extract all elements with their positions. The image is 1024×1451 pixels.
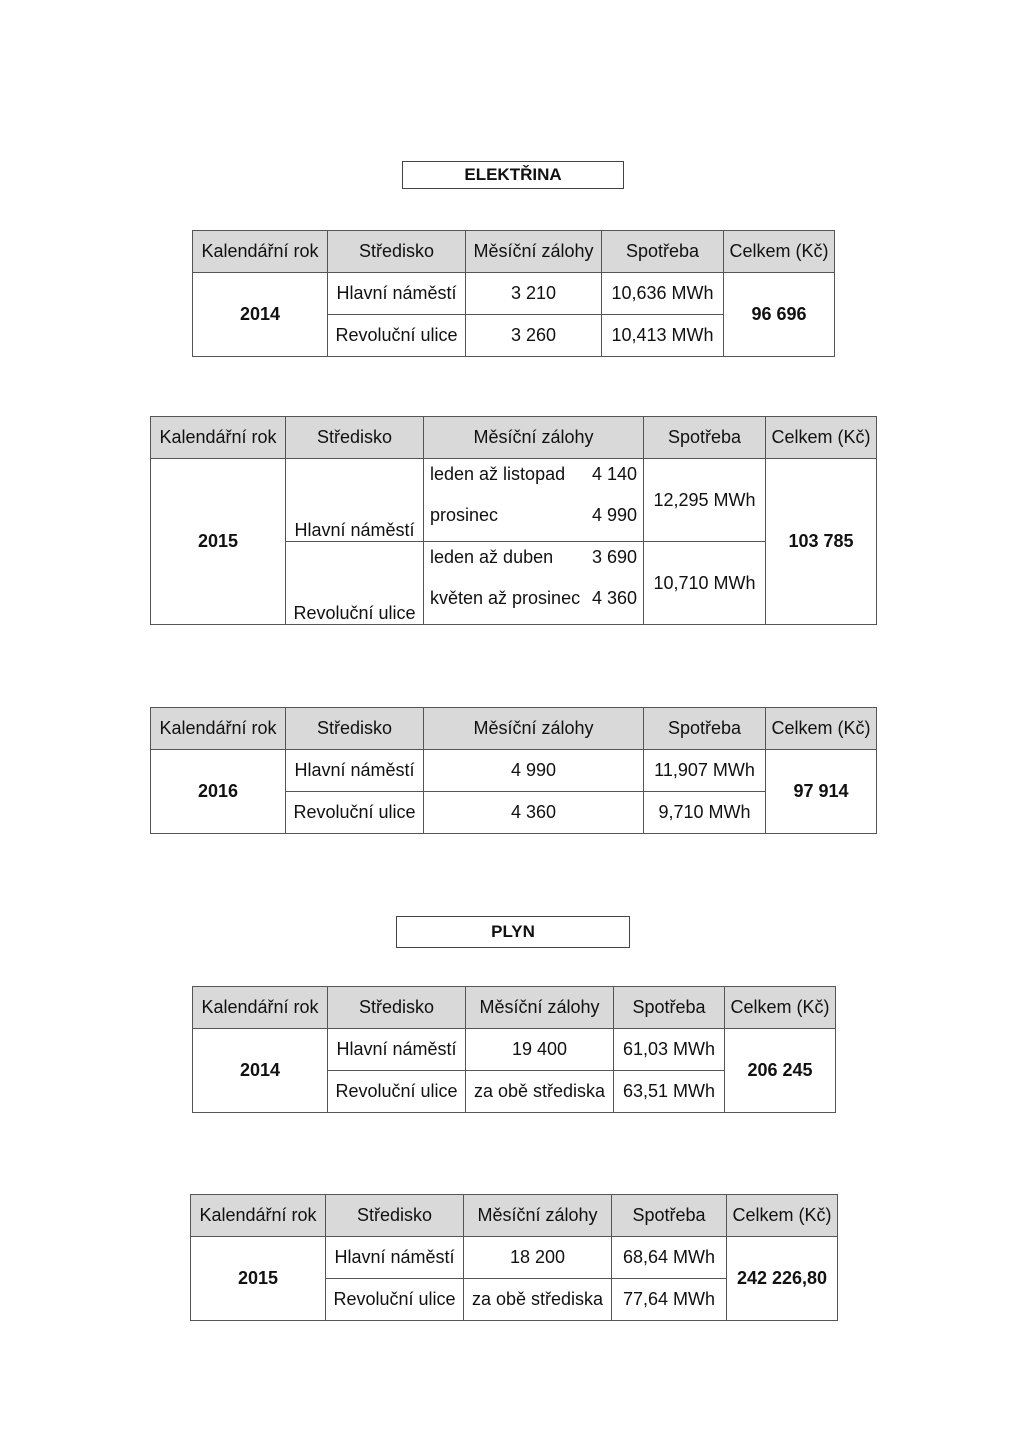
header-center: Středisko [286,417,424,459]
header-advances: Měsíční zálohy [466,231,602,273]
header-advances: Měsíční zálohy [466,987,614,1029]
total-cell: 97 914 [766,750,877,834]
consumption-cell: 61,03 MWh [614,1029,725,1071]
year-cell: 2016 [151,750,286,834]
table-header-row [191,1195,838,1237]
header-year: Kalendářní rok [151,708,286,750]
header-advances: Měsíční zálohy [464,1195,612,1237]
header-total: Celkem (Kč) [766,708,877,750]
header-total: Celkem (Kč) [766,417,877,459]
header-center: Středisko [328,987,466,1029]
advance-period: květen až prosinec [430,588,581,608]
table-row [191,1237,838,1279]
consumption-cell: 11,907 MWh [644,750,766,792]
gas-2015-table [190,1194,838,1321]
table-header-row [151,417,877,459]
table-row [151,750,877,792]
table-row [193,273,835,315]
total-cell: 206 245 [725,1029,836,1113]
advance-cell: 3 210 [466,273,602,315]
header-year: Kalendářní rok [151,417,286,459]
gas-2014-table [192,986,836,1113]
year-cell: 2015 [191,1237,326,1321]
header-total: Celkem (Kč) [725,987,836,1029]
header-advances: Měsíční zálohy [424,708,644,750]
year-cell: 2014 [193,273,328,357]
header-center: Středisko [286,708,424,750]
advance-cell: 3 260 [466,315,602,357]
header-consumption: Spotřeba [602,231,724,273]
advance-cell [424,542,644,625]
consumption-cell: 12,295 MWh [644,459,766,542]
advance-amount: 4 140 [591,464,637,484]
consumption-cell: 77,64 MWh [612,1279,727,1321]
header-consumption: Spotřeba [644,708,766,750]
advance-cell: 4 360 [424,792,644,834]
electricity-2015-table [150,416,877,625]
center-cell: Revoluční ulice [286,542,424,625]
center-cell: Revoluční ulice [286,792,424,834]
consumption-cell: 10,636 MWh [602,273,724,315]
advance-cell: 19 400 [466,1029,614,1071]
table-header-row [151,708,877,750]
header-total: Celkem (Kč) [727,1195,838,1237]
center-cell: Hlavní náměstí [328,273,466,315]
header-consumption: Spotřeba [644,417,766,459]
header-center: Středisko [326,1195,464,1237]
total-cell: 96 696 [724,273,835,357]
year-cell: 2014 [193,1029,328,1113]
header-consumption: Spotřeba [612,1195,727,1237]
electricity-2016-table [150,707,877,834]
consumption-cell: 63,51 MWh [614,1071,725,1113]
table-row [151,459,877,542]
center-cell: Hlavní náměstí [328,1029,466,1071]
header-year: Kalendářní rok [193,987,328,1029]
advance-period: prosinec [430,505,499,525]
advance-cell: 4 990 [424,750,644,792]
header-year: Kalendářní rok [191,1195,326,1237]
advance-line [430,459,637,500]
total-cell: 103 785 [766,459,877,625]
consumption-cell: 10,413 MWh [602,315,724,357]
consumption-cell: 10,710 MWh [644,542,766,625]
advance-cell: za obě střediska [464,1279,612,1321]
advance-cell [424,459,644,542]
advance-period: leden až listopad [430,464,566,484]
electricity-section-title: ELEKTŘINA [402,161,624,189]
year-cell: 2015 [151,459,286,625]
center-cell: Revoluční ulice [328,315,466,357]
advance-line [430,500,637,541]
advance-amount: 4 360 [591,588,637,608]
center-cell: Revoluční ulice [328,1071,466,1113]
table-header-row [193,987,836,1029]
center-cell: Hlavní náměstí [326,1237,464,1279]
header-year: Kalendářní rok [193,231,328,273]
gas-section-title: PLYN [396,916,630,948]
consumption-cell: 9,710 MWh [644,792,766,834]
advance-cell: za obě střediska [466,1071,614,1113]
advance-line [430,542,637,583]
table-header-row [193,231,835,273]
header-total: Celkem (Kč) [724,231,835,273]
total-cell: 242 226,80 [727,1237,838,1321]
center-cell: Hlavní náměstí [286,459,424,542]
table-row [193,1029,836,1071]
advance-cell: 18 200 [464,1237,612,1279]
header-center: Středisko [328,231,466,273]
advance-amount: 4 990 [591,505,637,525]
center-cell: Hlavní náměstí [286,750,424,792]
consumption-cell: 68,64 MWh [612,1237,727,1279]
advance-line [430,583,637,624]
advance-period: leden až duben [430,547,554,567]
center-cell: Revoluční ulice [326,1279,464,1321]
electricity-2014-table [192,230,835,357]
header-advances: Měsíční zálohy [424,417,644,459]
header-consumption: Spotřeba [614,987,725,1029]
advance-amount: 3 690 [591,547,637,567]
